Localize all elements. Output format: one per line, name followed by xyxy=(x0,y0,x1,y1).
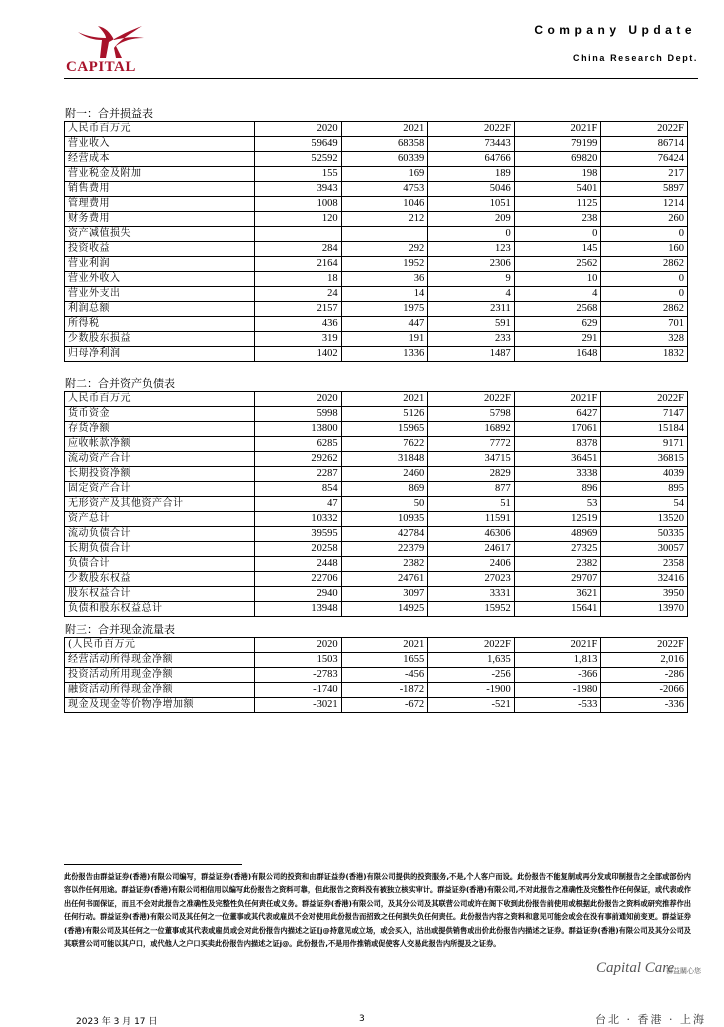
value-cell: 160 xyxy=(601,242,688,257)
value-cell: -1740 xyxy=(255,683,342,698)
value-cell: 120 xyxy=(255,212,342,227)
row-label: 管理费用 xyxy=(65,197,255,212)
value-cell: 10332 xyxy=(255,512,342,527)
row-label: 长期投资净额 xyxy=(65,467,255,482)
capital-logo xyxy=(64,24,159,76)
value-cell: 1832 xyxy=(601,347,688,362)
value-cell: 0 xyxy=(514,227,601,242)
row-label: 无形资产及其他资产合计 xyxy=(65,497,255,512)
row-label: 营业外收入 xyxy=(65,272,255,287)
value-cell: 2311 xyxy=(428,302,515,317)
value-cell: 5046 xyxy=(428,182,515,197)
value-cell: 24 xyxy=(255,287,342,302)
value-cell: 2287 xyxy=(255,467,342,482)
value-cell: 895 xyxy=(601,482,688,497)
table-header-row xyxy=(65,638,688,653)
value-cell: 15641 xyxy=(514,602,601,617)
value-cell: 15965 xyxy=(341,422,428,437)
value-cell: 10 xyxy=(514,272,601,287)
value-cell: -2066 xyxy=(601,683,688,698)
value-cell: 15952 xyxy=(428,602,515,617)
table-row xyxy=(65,653,688,668)
value-cell: 854 xyxy=(255,482,342,497)
value-cell: 3338 xyxy=(514,467,601,482)
table-row xyxy=(65,407,688,422)
value-cell: 233 xyxy=(428,332,515,347)
value-cell: 13970 xyxy=(601,602,688,617)
table-row xyxy=(65,422,688,437)
value-cell: 86714 xyxy=(601,137,688,152)
value-cell: 629 xyxy=(514,317,601,332)
value-cell: 189 xyxy=(428,167,515,182)
value-cell: 64766 xyxy=(428,152,515,167)
value-cell: 7772 xyxy=(428,437,515,452)
value-cell: 2164 xyxy=(255,257,342,272)
table-row xyxy=(65,437,688,452)
row-label: 融资活动所得现金净额 xyxy=(65,683,255,698)
year-header: 2020 xyxy=(255,638,342,653)
year-header: 2022F xyxy=(601,638,688,653)
row-label: 财务费用 xyxy=(65,212,255,227)
value-cell: 13948 xyxy=(255,602,342,617)
value-cell: 869 xyxy=(341,482,428,497)
value-cell: -533 xyxy=(514,698,601,713)
row-label: 归母净利润 xyxy=(65,347,255,362)
value-cell: 42784 xyxy=(341,527,428,542)
value-cell: 4 xyxy=(428,287,515,302)
value-cell: 447 xyxy=(341,317,428,332)
value-cell: 1,635 xyxy=(428,653,515,668)
value-cell: 145 xyxy=(514,242,601,257)
office-cities: 台北 · 香港 · 上海 xyxy=(595,1013,706,1026)
value-cell: 48969 xyxy=(514,527,601,542)
value-cell: 2829 xyxy=(428,467,515,482)
value-cell: 29262 xyxy=(255,452,342,467)
table-row xyxy=(65,512,688,527)
balance-sheet-table xyxy=(64,391,688,617)
table-row xyxy=(65,197,688,212)
value-cell: 1952 xyxy=(341,257,428,272)
value-cell: 20258 xyxy=(255,542,342,557)
value-cell: 1655 xyxy=(341,653,428,668)
value-cell: 0 xyxy=(428,227,515,242)
value-cell: 3097 xyxy=(341,587,428,602)
table-row xyxy=(65,557,688,572)
year-header: 2020 xyxy=(255,122,342,137)
value-cell: 34715 xyxy=(428,452,515,467)
value-cell: 2157 xyxy=(255,302,342,317)
value-cell: 11591 xyxy=(428,512,515,527)
value-cell: -456 xyxy=(341,668,428,683)
value-cell: 29707 xyxy=(514,572,601,587)
value-cell: 896 xyxy=(514,482,601,497)
value-cell xyxy=(255,227,342,242)
value-cell: 14 xyxy=(341,287,428,302)
value-cell: -1980 xyxy=(514,683,601,698)
value-cell: 18 xyxy=(255,272,342,287)
value-cell: 52592 xyxy=(255,152,342,167)
value-cell: 22706 xyxy=(255,572,342,587)
year-header: 2022F xyxy=(428,122,515,137)
row-label: 投资活动所用现金净额 xyxy=(65,668,255,683)
table-row xyxy=(65,167,688,182)
capital-bird-icon xyxy=(76,24,146,60)
row-label: 利润总额 xyxy=(65,302,255,317)
value-cell: 2940 xyxy=(255,587,342,602)
table-row xyxy=(65,668,688,683)
row-label: 负债合计 xyxy=(65,557,255,572)
value-cell: 328 xyxy=(601,332,688,347)
capital-care-logo xyxy=(596,958,708,990)
value-cell: 79199 xyxy=(514,137,601,152)
value-cell: 69820 xyxy=(514,152,601,167)
value-cell: 123 xyxy=(428,242,515,257)
value-cell: 284 xyxy=(255,242,342,257)
value-cell: 2460 xyxy=(341,467,428,482)
value-cell: 46306 xyxy=(428,527,515,542)
footnote-divider xyxy=(64,864,242,865)
value-cell: 198 xyxy=(514,167,601,182)
value-cell: 238 xyxy=(514,212,601,227)
table-row xyxy=(65,347,688,362)
table-row xyxy=(65,272,688,287)
value-cell: 9171 xyxy=(601,437,688,452)
value-cell: -2783 xyxy=(255,668,342,683)
value-cell: 50 xyxy=(341,497,428,512)
value-cell: 1487 xyxy=(428,347,515,362)
table-row xyxy=(65,137,688,152)
value-cell: 217 xyxy=(601,167,688,182)
value-cell: 5798 xyxy=(428,407,515,422)
value-cell: 27325 xyxy=(514,542,601,557)
table-row xyxy=(65,317,688,332)
year-header: 2022F xyxy=(601,392,688,407)
value-cell: 60339 xyxy=(341,152,428,167)
value-cell: 2382 xyxy=(341,557,428,572)
value-cell: 9 xyxy=(428,272,515,287)
value-cell: 2382 xyxy=(514,557,601,572)
value-cell: 2862 xyxy=(601,257,688,272)
value-cell: 4 xyxy=(514,287,601,302)
balance-sheet-title: 附二：合并资产负债表 xyxy=(65,377,175,390)
balance-sheet-section xyxy=(64,376,688,617)
value-cell: 39595 xyxy=(255,527,342,542)
value-cell: -256 xyxy=(428,668,515,683)
value-cell: 22379 xyxy=(341,542,428,557)
value-cell: 2,016 xyxy=(601,653,688,668)
table-row xyxy=(65,257,688,272)
year-header: 2021F xyxy=(514,122,601,137)
value-cell: 16892 xyxy=(428,422,515,437)
capital-care-script: Capital Care xyxy=(596,960,675,976)
value-cell: 2306 xyxy=(428,257,515,272)
value-cell: 3943 xyxy=(255,182,342,197)
income-statement-table xyxy=(64,121,688,362)
value-cell: 2562 xyxy=(514,257,601,272)
value-cell: 2358 xyxy=(601,557,688,572)
value-cell: 591 xyxy=(428,317,515,332)
value-cell: 12519 xyxy=(514,512,601,527)
value-cell: 319 xyxy=(255,332,342,347)
value-cell: 31848 xyxy=(341,452,428,467)
value-cell: 2406 xyxy=(428,557,515,572)
table-row xyxy=(65,527,688,542)
value-cell: 260 xyxy=(601,212,688,227)
value-cell: 191 xyxy=(341,332,428,347)
year-header: 2020 xyxy=(255,392,342,407)
table-row xyxy=(65,302,688,317)
year-header: 2021 xyxy=(341,638,428,653)
value-cell: 1051 xyxy=(428,197,515,212)
value-cell: -286 xyxy=(601,668,688,683)
value-cell: 2862 xyxy=(601,302,688,317)
row-label: 流动负债合计 xyxy=(65,527,255,542)
table-header-row xyxy=(65,122,688,137)
table-row xyxy=(65,542,688,557)
value-cell: 209 xyxy=(428,212,515,227)
year-header: 2022F xyxy=(601,122,688,137)
table-row xyxy=(65,587,688,602)
row-label: 存货净额 xyxy=(65,422,255,437)
value-cell: -521 xyxy=(428,698,515,713)
report-date: 2023 年 3 月 17 日 xyxy=(76,1017,158,1027)
department: China Research Dept. xyxy=(572,53,698,63)
value-cell: 5126 xyxy=(341,407,428,422)
year-header: 2021F xyxy=(514,638,601,653)
row-label: 固定资产合计 xyxy=(65,482,255,497)
unit-label: 人民币百万元 xyxy=(65,122,255,137)
table-row xyxy=(65,212,688,227)
value-cell: -336 xyxy=(601,698,688,713)
table-row xyxy=(65,572,688,587)
value-cell: 53 xyxy=(514,497,601,512)
value-cell: 32416 xyxy=(601,572,688,587)
value-cell: -366 xyxy=(514,668,601,683)
value-cell: 13800 xyxy=(255,422,342,437)
capital-care-tagline: 群益關心您 xyxy=(666,967,701,975)
income-statement-title: 附一：合并损益表 xyxy=(65,107,153,120)
table-row xyxy=(65,227,688,242)
value-cell: 36 xyxy=(341,272,428,287)
row-label: 流动资产合计 xyxy=(65,452,255,467)
row-label: 少数股东损益 xyxy=(65,332,255,347)
year-header: 2022F xyxy=(428,638,515,653)
value-cell: 4753 xyxy=(341,182,428,197)
table-header-row xyxy=(65,392,688,407)
year-header: 2022F xyxy=(428,392,515,407)
value-cell: 0 xyxy=(601,227,688,242)
row-label: 资产减值损失 xyxy=(65,227,255,242)
row-label: 现金及现金等价物净增加额 xyxy=(65,698,255,713)
table-row xyxy=(65,602,688,617)
value-cell: 877 xyxy=(428,482,515,497)
value-cell: 292 xyxy=(341,242,428,257)
row-label: 应收帐款净额 xyxy=(65,437,255,452)
value-cell: 4039 xyxy=(601,467,688,482)
value-cell: -1872 xyxy=(341,683,428,698)
year-header: 2021F xyxy=(514,392,601,407)
cash-flow-title: 附三：合并现金流量表 xyxy=(65,623,175,636)
table-row xyxy=(65,152,688,167)
value-cell: 0 xyxy=(601,272,688,287)
table-row xyxy=(65,467,688,482)
value-cell: 2568 xyxy=(514,302,601,317)
value-cell: 15184 xyxy=(601,422,688,437)
value-cell: 1,813 xyxy=(514,653,601,668)
table-row xyxy=(65,242,688,257)
row-label: 投资收益 xyxy=(65,242,255,257)
year-header: 2021 xyxy=(341,122,428,137)
table-row xyxy=(65,698,688,713)
value-cell: 169 xyxy=(341,167,428,182)
value-cell: 51 xyxy=(428,497,515,512)
value-cell: 68358 xyxy=(341,137,428,152)
table-row xyxy=(65,452,688,467)
value-cell: 1336 xyxy=(341,347,428,362)
value-cell: 30057 xyxy=(601,542,688,557)
value-cell: 6285 xyxy=(255,437,342,452)
value-cell: 2448 xyxy=(255,557,342,572)
page-number: 3 xyxy=(359,1014,365,1024)
value-cell: 3950 xyxy=(601,587,688,602)
value-cell: -3021 xyxy=(255,698,342,713)
table-row xyxy=(65,332,688,347)
row-label: 负债和股东权益总计 xyxy=(65,602,255,617)
value-cell: 1648 xyxy=(514,347,601,362)
table-row xyxy=(65,287,688,302)
value-cell: 5897 xyxy=(601,182,688,197)
value-cell: 54 xyxy=(601,497,688,512)
value-cell: -672 xyxy=(341,698,428,713)
value-cell: 1125 xyxy=(514,197,601,212)
row-label: 经营活动所得现金净额 xyxy=(65,653,255,668)
row-label: 长期负债合计 xyxy=(65,542,255,557)
value-cell: 14925 xyxy=(341,602,428,617)
unit-label: 人民币百万元 xyxy=(65,392,255,407)
value-cell: 59649 xyxy=(255,137,342,152)
row-label: 资产总计 xyxy=(65,512,255,527)
value-cell: 212 xyxy=(341,212,428,227)
value-cell: 0 xyxy=(601,287,688,302)
report-type: Company Update xyxy=(534,23,696,37)
value-cell xyxy=(341,227,428,242)
value-cell: 6427 xyxy=(514,407,601,422)
row-label: 股东权益合计 xyxy=(65,587,255,602)
value-cell: -1900 xyxy=(428,683,515,698)
row-label: 经营成本 xyxy=(65,152,255,167)
value-cell: 3621 xyxy=(514,587,601,602)
table-row xyxy=(65,683,688,698)
value-cell: 24761 xyxy=(341,572,428,587)
year-header: 2021 xyxy=(341,392,428,407)
logo-text: CAPITAL xyxy=(66,59,136,75)
row-label: 营业外支出 xyxy=(65,287,255,302)
value-cell: 36451 xyxy=(514,452,601,467)
value-cell: 73443 xyxy=(428,137,515,152)
value-cell: 1503 xyxy=(255,653,342,668)
value-cell: 36815 xyxy=(601,452,688,467)
row-label: 营业利润 xyxy=(65,257,255,272)
value-cell: 10935 xyxy=(341,512,428,527)
value-cell: 155 xyxy=(255,167,342,182)
value-cell: 76424 xyxy=(601,152,688,167)
value-cell: 1402 xyxy=(255,347,342,362)
row-label: 少数股东权益 xyxy=(65,572,255,587)
disclaimer-text: 此份报告由群益证券(香港)有限公司编写，群益证券(香港)有限公司的投资和由群证益券(香港)有限公司提供的投资服务,不是,个人客户而设。此份报告不能复制或再分发或印制报告之全部或部份内容以作任何用途。群益证券(香港)有限公司相信用以编写此份报告之资料可靠，但此报告之资料没有被独立核实审计。群益证券(香港)有限公司,不对此报告之准确性及完整性作任何保证，或代表或作出任何书面保证，而且不会对此报告之准确性及完整性负任何责任或义务。群益证券(香港)有限公司，及其分公司及其联营公司或许在阁下收到此份报告前使用或根据此份报告之资料或研究推荐作出任何行动。群益证券(香港)有限公司及其任何之一位董事或其代表或雇员不会对使用此份报告而招致之任何损失负任何责任。此份报告内容之资料和意见可能会或会在没有事前通知前变更。群益证券(香港)有限公司及其任何之一位董事或其代表或雇员或会对此份报告内描述之证[j@持意见或立场，或会买入，沽出或提供销售或出价此份报告内描述之证券。群益证券(香港)有限公司及其分公司及其联营公司可能以其户口，或代他人之户口买卖此份报告内描述之证j@。此份报告,不是用作推销或促使客人交易此报告内所提及之证券。 xyxy=(64,872,691,949)
value-cell: 7622 xyxy=(341,437,428,452)
value-cell: 436 xyxy=(255,317,342,332)
value-cell: 3331 xyxy=(428,587,515,602)
value-cell: 5401 xyxy=(514,182,601,197)
value-cell: 47 xyxy=(255,497,342,512)
value-cell: 1975 xyxy=(341,302,428,317)
value-cell: 13520 xyxy=(601,512,688,527)
income-statement-section xyxy=(64,106,688,362)
unit-label: (人民币百万元 xyxy=(65,638,255,653)
value-cell: 7147 xyxy=(601,407,688,422)
row-label: 销售费用 xyxy=(65,182,255,197)
table-row xyxy=(65,497,688,512)
value-cell: 1214 xyxy=(601,197,688,212)
row-label: 营业收入 xyxy=(65,137,255,152)
cash-flow-table xyxy=(64,637,688,713)
value-cell: 1008 xyxy=(255,197,342,212)
value-cell: 50335 xyxy=(601,527,688,542)
row-label: 所得税 xyxy=(65,317,255,332)
row-label: 货币资金 xyxy=(65,407,255,422)
value-cell: 1046 xyxy=(341,197,428,212)
table-row xyxy=(65,182,688,197)
value-cell: 701 xyxy=(601,317,688,332)
header-divider xyxy=(64,78,698,79)
value-cell: 27023 xyxy=(428,572,515,587)
table-row xyxy=(65,482,688,497)
value-cell: 291 xyxy=(514,332,601,347)
value-cell: 8378 xyxy=(514,437,601,452)
value-cell: 5998 xyxy=(255,407,342,422)
value-cell: 17061 xyxy=(514,422,601,437)
cash-flow-section xyxy=(64,622,688,713)
row-label: 营业税金及附加 xyxy=(65,167,255,182)
value-cell: 24617 xyxy=(428,542,515,557)
